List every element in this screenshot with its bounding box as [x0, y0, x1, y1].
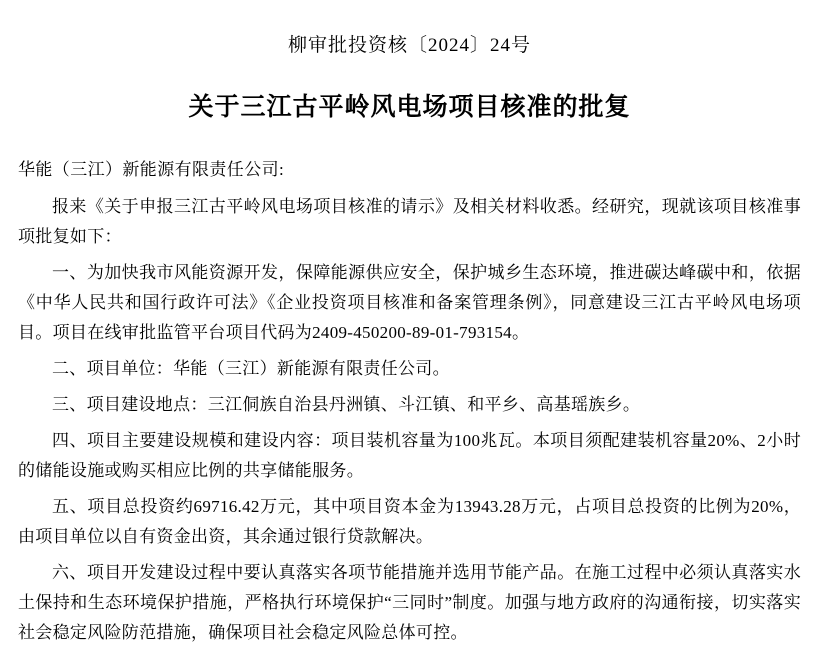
paragraph-intro: 报来《关于申报三江古平岭风电场项目核准的请示》及相关材料收悉。经研究，现就该项目核准事项批复如下： [18, 197, 801, 246]
paragraph-item-4: 四、项目主要建设规模和建设内容：项目装机容量为100兆瓦。本项目须配建装机容量20%、2小时的储能设施或购买相应比例的共享储能服务。 [18, 431, 801, 480]
page-title: 关于三江古平岭风电场项目核准的批复 [188, 94, 631, 121]
paragraph-item-2: 二、项目单位：华能（三江）新能源有限责任公司。 [52, 359, 450, 378]
paragraph-item-1: 一、为加快我市风能资源开发，保障能源供应安全，保护城乡生态环境，推进碳达峰碳中和，依据《中华人民共和国行政许可法》《企业投资项目核准和备案管理条例》，同意建设三江古平岭风电场项目。项目在线审批监管平台项目代码为2409-450200-89-01-793154。 [18, 263, 801, 342]
paragraph-item-5: 五、项目总投资约69716.42万元，其中项目资本金为13943.28万元，占项目总投资的比例为20%，由项目单位以自有资金出资，其余通过银行贷款解决。 [18, 497, 801, 546]
paragraph-item-6: 六、项目开发建设过程中要认真落实各项节能措施并选用节能产品。在施工过程中必须认真落实水土保持和生态环境保护措施，严格执行环境保护“三同时”制度。加强与地方政府的沟通衔接，切实落实社会稳定风险防范措施，确保项目社会稳定风险总体可控。 [18, 563, 801, 642]
paragraph-item-3: 三、项目建设地点：三江侗族自治县丹洲镇、斗江镇、和平乡、高基瑶族乡。 [52, 395, 641, 414]
document-number: 柳审批投资核〔2024〕24号 [287, 35, 531, 56]
recipient-line: 华能（三江）新能源有限责任公司: [18, 160, 285, 179]
